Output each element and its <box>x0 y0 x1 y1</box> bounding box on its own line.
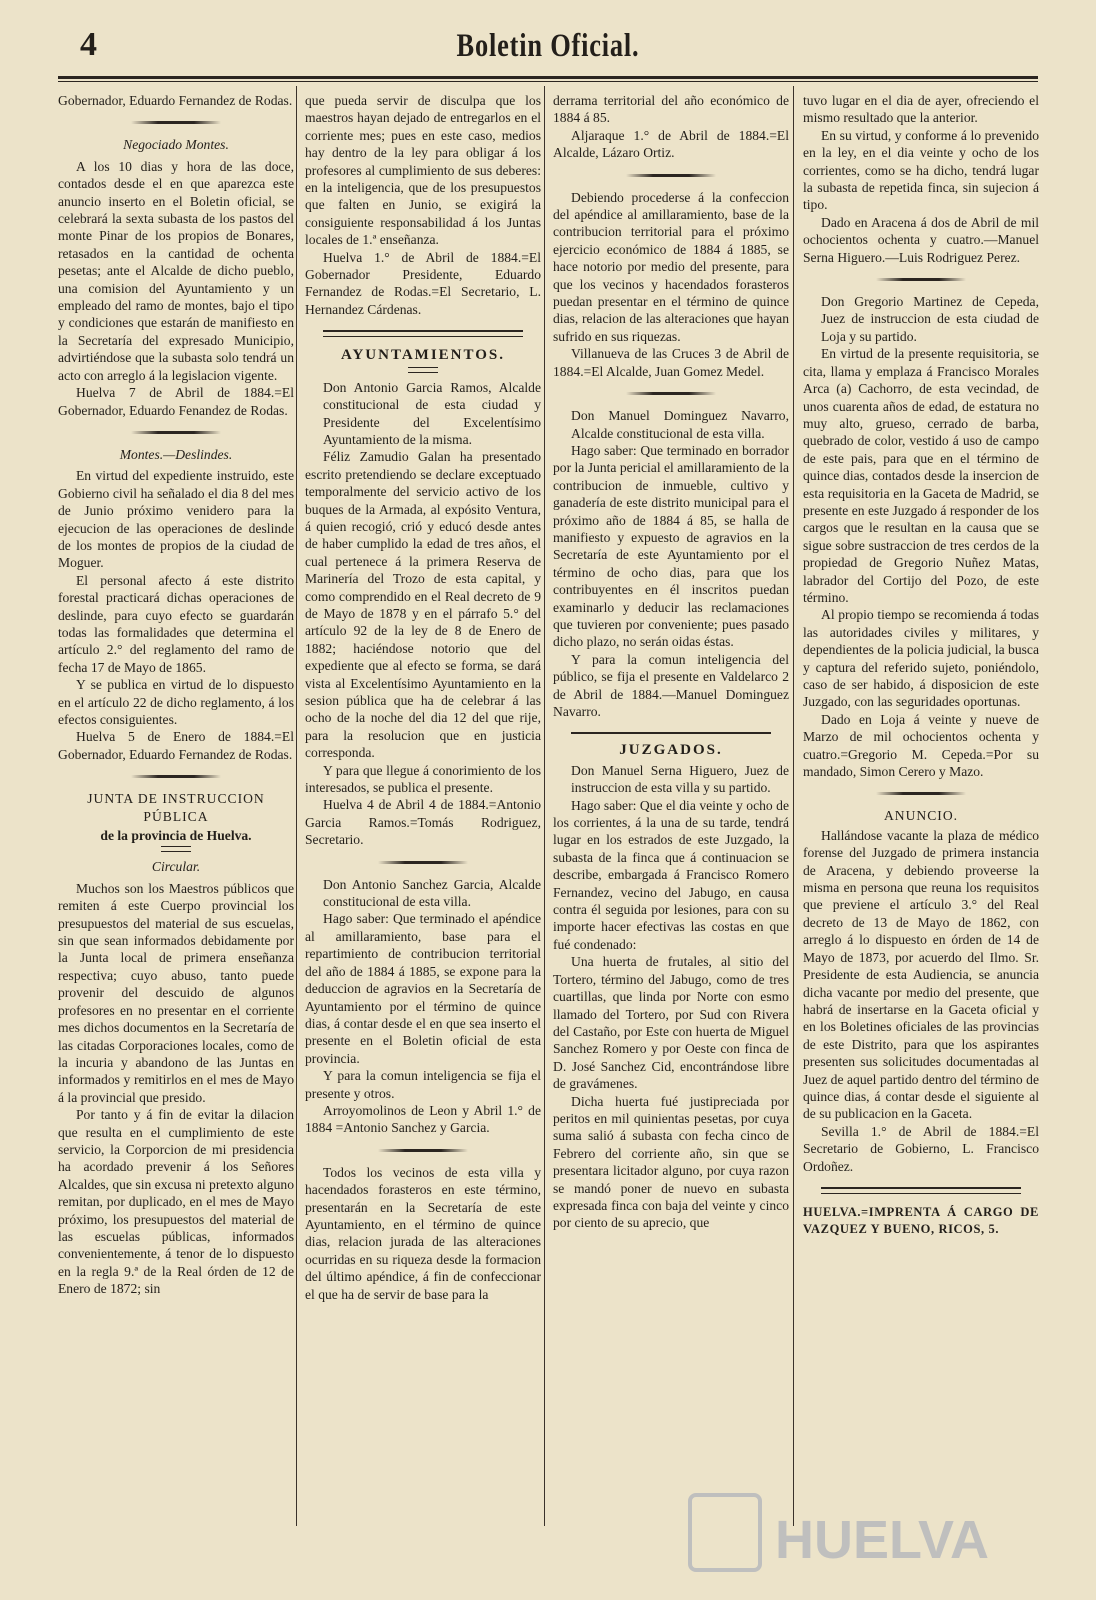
paragraph: Al propio tiempo se recomienda á todas las autoridades civiles y militares, y dependientes de la policia judicial, la busca y captura del referido sujeto, poniéndolo, caso de ser habido, á disposicion de este Juzgado, con las seguridades oportunas. <box>803 607 1039 710</box>
archive-watermark-logo <box>680 1480 1000 1580</box>
header-rule <box>58 76 1038 79</box>
paragraph: Hago saber: Que el dia veinte y ocho de los corrientes, á la una de su tarde, tendrá lugar en los estrados de este Juzgado, la subasta de la finca que á continuacion se describe, embargada á Francisco Romero Fernandez, vecino del Jabugo, en causa contra él seguida por lesiones, para con su importe hacer efectivas las costas en que fué condenado: <box>553 797 789 952</box>
column-2 <box>305 92 541 1303</box>
paragraph: En virtud de la presente requisitoria, se cita, llama y emplaza á Francisco Morales Arca (a) Cachorro, de esta vecindad, de unos cuarenta años de edad, de estatura no muy alto, grueso, cerrado de barba, quebrado de color, vestido á uso de campo de este pais, para que en el término de quince dias, contados desde la insercion de esta requisitoria en la Gaceta de Madrid, se presente en este Juzgado á responder de los cargos que le resultan en la causa que se sigue sobre sustraccion de tres cerdos de la propiedad de Gregorio Nuñez Matas, labrador del Cortijo del Pozo, de este término. <box>803 346 1039 605</box>
separator <box>131 431 221 434</box>
paragraph: En virtud del expediente instruido, este Gobierno civil ha señalado el dia 8 del mes de Junio próximo venidero para la ejecucion de las operaciones de deslinde de los montes de propios de la ciudad de Moguer. <box>58 468 294 571</box>
paragraph: Por tanto y á fin de evitar la dilacion que resulta en el cumplimiento de este servicio, la Corporcion de mi presidencia ha acordado prevenir á los Señores Alcaldes, que sin excusa ni pretexto alguno remitan, por duplicado, en el mes de Mayo próximo, los presupuestos del material de las escuelas públicas, informados convenientemente, á tenor de lo dispuesto en la regla 9.ª de la Real órden de 12 de Enero de 1872; sin <box>58 1107 294 1297</box>
paragraph: Una huerta de frutales, al sitio del Tortero, término del Jabugo, como de tres cuartillas, que linda por Norte con esmo llamado del Tortero, por Sud con Rivera del Castaño, por Este con huerta de Miguel Sanchez Romero y por Oeste con finca de D. José Sanchez Cid, encontrándose libre de gravámenes. <box>553 954 789 1092</box>
section-heading: Circular. <box>151 859 201 875</box>
section-heading: ANUNCIO. <box>883 808 959 824</box>
separator <box>626 174 716 177</box>
page-number: 4 <box>80 26 97 63</box>
paragraph: Y para la comun inteligencia del público, se fija el presente en Valdelarco 2 de Abril de 1884.—Manuel Dominguez Navarro. <box>553 651 789 719</box>
signature: Huelva 4 de Abril 4 de 1884.=Antonio Garcia Ramos.=Tomás Rodriguez, Secretario. <box>305 797 541 848</box>
signature: Sevilla 1.° de Abril de 1884.=El Secretario de Gobierno, L. Francisco Ordoñez. <box>803 1123 1039 1174</box>
signature: Huelva 5 de Enero de 1884.=El Gobernador, Eduardo Fernandez de Rodas. <box>58 729 294 762</box>
separator <box>626 392 716 395</box>
watermark-shield-icon <box>690 1495 760 1570</box>
paragraph: A los 10 dias y hora de las doce, contados desde el en que aparezca este anuncio inserto en el Boletin oficial, se celebrará la sexta subasta de los pastos del monte Pinar de los propios de Bonares, retasados en la cantidad de ochenta pesetas; ante el Alcalde de dicho pueblo, una comision del Ayuntamiento y un empleado del ramo de montes, bajo el tipo y condiciones que estarán de manifiesto en la Secretaría del expresado Municipio, advirtiéndose que la subasta solo tendrá un acto con arreglo á la legislacion vigente. <box>58 158 294 383</box>
column-divider <box>296 86 297 1526</box>
column-1 <box>58 92 294 1298</box>
paragraph: El personal afecto á este distrito forestal practicará dichas operaciones de deslinde, para cuyo efecto se guardarán todas las formalidades que determina el artículo 2.° del reglamento del ramo de fecha 17 de Mayo de 1865. <box>58 572 294 675</box>
paragraph: Todos los vecinos de esta villa y hacendados forasteros en este término, presentarán en la Secretaría de este Ayuntamiento, en el término de quince dias, relacion jurada de las alteraciones ocurridas en su riqueza desde la formacion del último apéndice, á fin de confeccionar el que ha de servir de base para la <box>305 1164 541 1302</box>
column-3 <box>553 92 789 1232</box>
signature: Huelva 1.° de Abril de 1884.=El Gobernador Presidente, Eduardo Fernandez de Rodas.=El Secretario, L. Hernandez Cárdenas. <box>305 249 541 317</box>
section-rule-thin <box>821 1193 1021 1194</box>
section-heading: Negociado Montes. <box>123 137 229 153</box>
paragraph: Muchos son los Maestros públicos que remiten á este Cuerpo provincial los presupuestos del material de sus escuelas, sin que sean informados debidamente por la Junta local de primera enseñanza respectiva; cuyo abuso, tanto puede provenir del descuido de algunos profesores en no presentar en el corriente mes dichos documentos en la Secretaría de las citadas Corporaciones locales, como de la incuria y abandono de las Juntas en informados y remitirlos en el mes de Mayo á la provincial que presido. <box>58 880 294 1105</box>
paragraph: Y se publica en virtud de lo dispuesto en el artículo 22 de dicho reglamento, á los efectos consiguientes. <box>58 677 294 727</box>
paragraph: En su virtud, y conforme á lo prevenido en la ley, en el dia veinte y ocho de los corrientes, como se ha dicho, tendrá lugar la subasta de repetida finca, sin sujecion á tipo. <box>803 127 1039 213</box>
column-divider <box>793 86 794 1526</box>
separator <box>378 861 468 864</box>
section-rule <box>821 1187 1021 1189</box>
separator <box>876 792 966 795</box>
section-rule <box>571 732 771 734</box>
double-rule <box>408 367 438 373</box>
section-subheading: de la provincia de Huelva. <box>100 828 252 844</box>
separator <box>876 278 966 281</box>
imprint: HUELVA.=IMPRENTA Á CARGO DE VAZQUEZ Y BUENO, RICOS, 5. <box>803 1204 1039 1237</box>
section-heading: AYUNTAMIENTOS. <box>340 347 505 364</box>
paragraph: Gobernador, Eduardo Fernandez de Rodas. <box>58 93 293 108</box>
signature: Arroyomolinos de Leon y Abril 1.° de 1884 =Antonio Sanchez y Garcia. <box>305 1102 541 1136</box>
paragraph: Y para que llegue á conorimiento de los interesados, se publica el presente. <box>305 762 541 796</box>
signature: Dado en Aracena á dos de Abril de mil ochocientos ochenta y cuatro.—Manuel Serna Higuero.—Luis Rodriguez Perez. <box>803 214 1039 265</box>
separator <box>131 775 221 778</box>
paragraph: Hallándose vacante la plaza de médico forense del Juzgado de primera instancia de Aracena, y debiendo proveerse la misma en persona que reuna los requisitos que previene el artículo 3.° del Real decreto de 13 de Mayo de 1862, con arreglo á lo dispuesto en órden de 14 de Mayo de 1873, por acuerdo del Ilmo. Sr. Presidente de esta Audiencia, se anuncia dicha vacante por medio del presente, que habrá de insertarse en la Gaceta oficial y en los Boletines oficiales de las provincias de este Distrito, para que los aspirantes presenten sus solicitudes documentadas al Juez de aquel partido dentro del término de quince dias, á contar desde el siguiente al de su publicacion en la Gaceta. <box>803 827 1039 1122</box>
paragraph: tuvo lugar en el dia de ayer, ofreciendo el mismo resultado que la anterior. <box>803 93 1039 126</box>
signature: Aljaraque 1.° de Abril de 1884.=El Alcalde, Lázaro Ortiz. <box>553 127 789 161</box>
column-4 <box>803 92 1039 1239</box>
signature: Dado en Loja á veinte y nueve de Marzo de mil ochocientos ochenta y cuatro.=Gregorio M. Cepeda.=Por su mandado, Simon Cerero y Mazo. <box>803 711 1039 780</box>
notice-heading: Don Antonio Sanchez Garcia, Alcalde constitucional de esta villa. <box>323 876 541 910</box>
paragraph: Debiendo procederse á la confeccion del apéndice al amillaramiento, base de la contribucion territorial para el próximo ejercicio económico de 1884 á 1885, se hace notorio por medio del presente, para que los vecinos y hacendados forasteros puedan presentar en el término de quince dias, relacion de las alteraciones que hayan sufrido en sus riquezas. <box>553 189 789 344</box>
masthead-title: Boletin Oficial. <box>456 28 640 64</box>
paragraph: Hago saber: Que terminado en borrador por la Junta pericial el amillaramiento de la contribucion de inmueble, cultivo y ganadería de este distrito municipal para el próximo año de 1884 á 85, se halla de manifiesto y expuesto de agravios en la Secretaría de este Ayuntamiento por el término de ocho dias, para que los contribuyentes en él inscritos puedan examinarlo y deducir las reclamaciones que tuvieren por conveniente; pues pasado dicho plazo, no serán oidas éstas. <box>553 442 789 650</box>
watermark-text: HUELVA <box>775 1510 989 1570</box>
paragraph: Féliz Zamudio Galan ha presentado escrito pretendiendo se declare exceptuado temporalmente del servicio activo de los buques de la Armada, al expósito Ventura, á quien recogió, crió y educó desde antes de haber cumplido la edad de tres años, el cual pertenece á la primera Reserva de Marinería del Trozo de esta capital, y como comprendido en el Real decreto de 9 de Mayo de 1878 y en el párrafo 5.° del artículo 92 de la ley de 8 de Enero de 1882; haciéndose notorio que del expediente que al efecto se forma, se dará vista al Excelentísimo Ayuntamiento en la sesion pública que ha de celebrar á las ocho de la noche del dia 12 del que rije, para la resolucion que en justicia corresponda. <box>305 449 541 761</box>
section-rule <box>323 330 523 332</box>
separator <box>131 121 221 124</box>
paragraph: derrama territorial del año económico de 1884 á 85. <box>553 93 789 126</box>
notice-heading: Don Gregorio Martinez de Cepeda, Juez de instruccion de esta ciudad de Loja y su partido. <box>821 294 1039 344</box>
section-heading: Montes.—Deslindes. <box>119 446 233 462</box>
notice-heading: Don Manuel Dominguez Navarro, Alcalde constitucional de esta villa. <box>571 408 789 441</box>
column-divider <box>544 86 545 1526</box>
signature: Villanueva de las Cruces 3 de Abril de 1884.=El Alcalde, Juan Gomez Medel. <box>553 346 789 379</box>
separator <box>378 1149 468 1152</box>
header-rule-thin <box>58 81 1038 82</box>
paragraph: Y para la comun inteligencia se fija el presente y otros. <box>305 1068 541 1101</box>
notice-heading: Don Antonio Garcia Ramos, Alcalde constitucional de esta ciudad y Presidente del Excelentísimo Ayuntamiento de la misma. <box>323 379 541 447</box>
double-rule <box>161 846 191 852</box>
paragraph: que pueda servir de disculpa que los maestros hayan dejado de entregarlos en el corriente mes; pues en este caso, medios hay dentro de la ley para obligar á los profesores al cumplimiento de sus deberes: en la inteligencia, que de los presupuestos que falten en Junio, se exigirá la consiguiente responsabilidad á los Juntas locales de 1.ª enseñanza. <box>305 93 541 248</box>
section-rule-thin <box>323 336 523 337</box>
section-heading: JUNTA DE INSTRUCCION PÚBLICA <box>87 791 265 824</box>
paragraph: Hago saber: Que terminado el apéndice al amillaramiento, base para el repartimiento de contribucion territorial del año de 1884 á 1885, se expone para la deduccion de agravios en la Secretaría de Ayuntamiento por el término de quince dias, á contar desde el en que sea inserto el presente en el Boletin oficial de esta provincia. <box>305 911 541 1066</box>
section-heading: JUZGADOS. <box>619 742 723 759</box>
notice-heading: Don Manuel Serna Higuero, Juez de instruccion de esta villa y su partido. <box>571 762 789 796</box>
signature: Huelva 7 de Abril de 1884.=El Gobernador, Eduardo Fenandez de Rodas. <box>58 385 294 418</box>
paragraph: Dicha huerta fué justipreciada por peritos en mil quinientas pesetas, por cuya suma salió á subasta con fecha cinco de Febrero del corriente año, sin que se presentara licitador alguno, por cuya razon se mandó poner de nuevo en subasta expresada finca con baja del veinte y cinco por ciento de su aprecio, que <box>553 1093 789 1231</box>
